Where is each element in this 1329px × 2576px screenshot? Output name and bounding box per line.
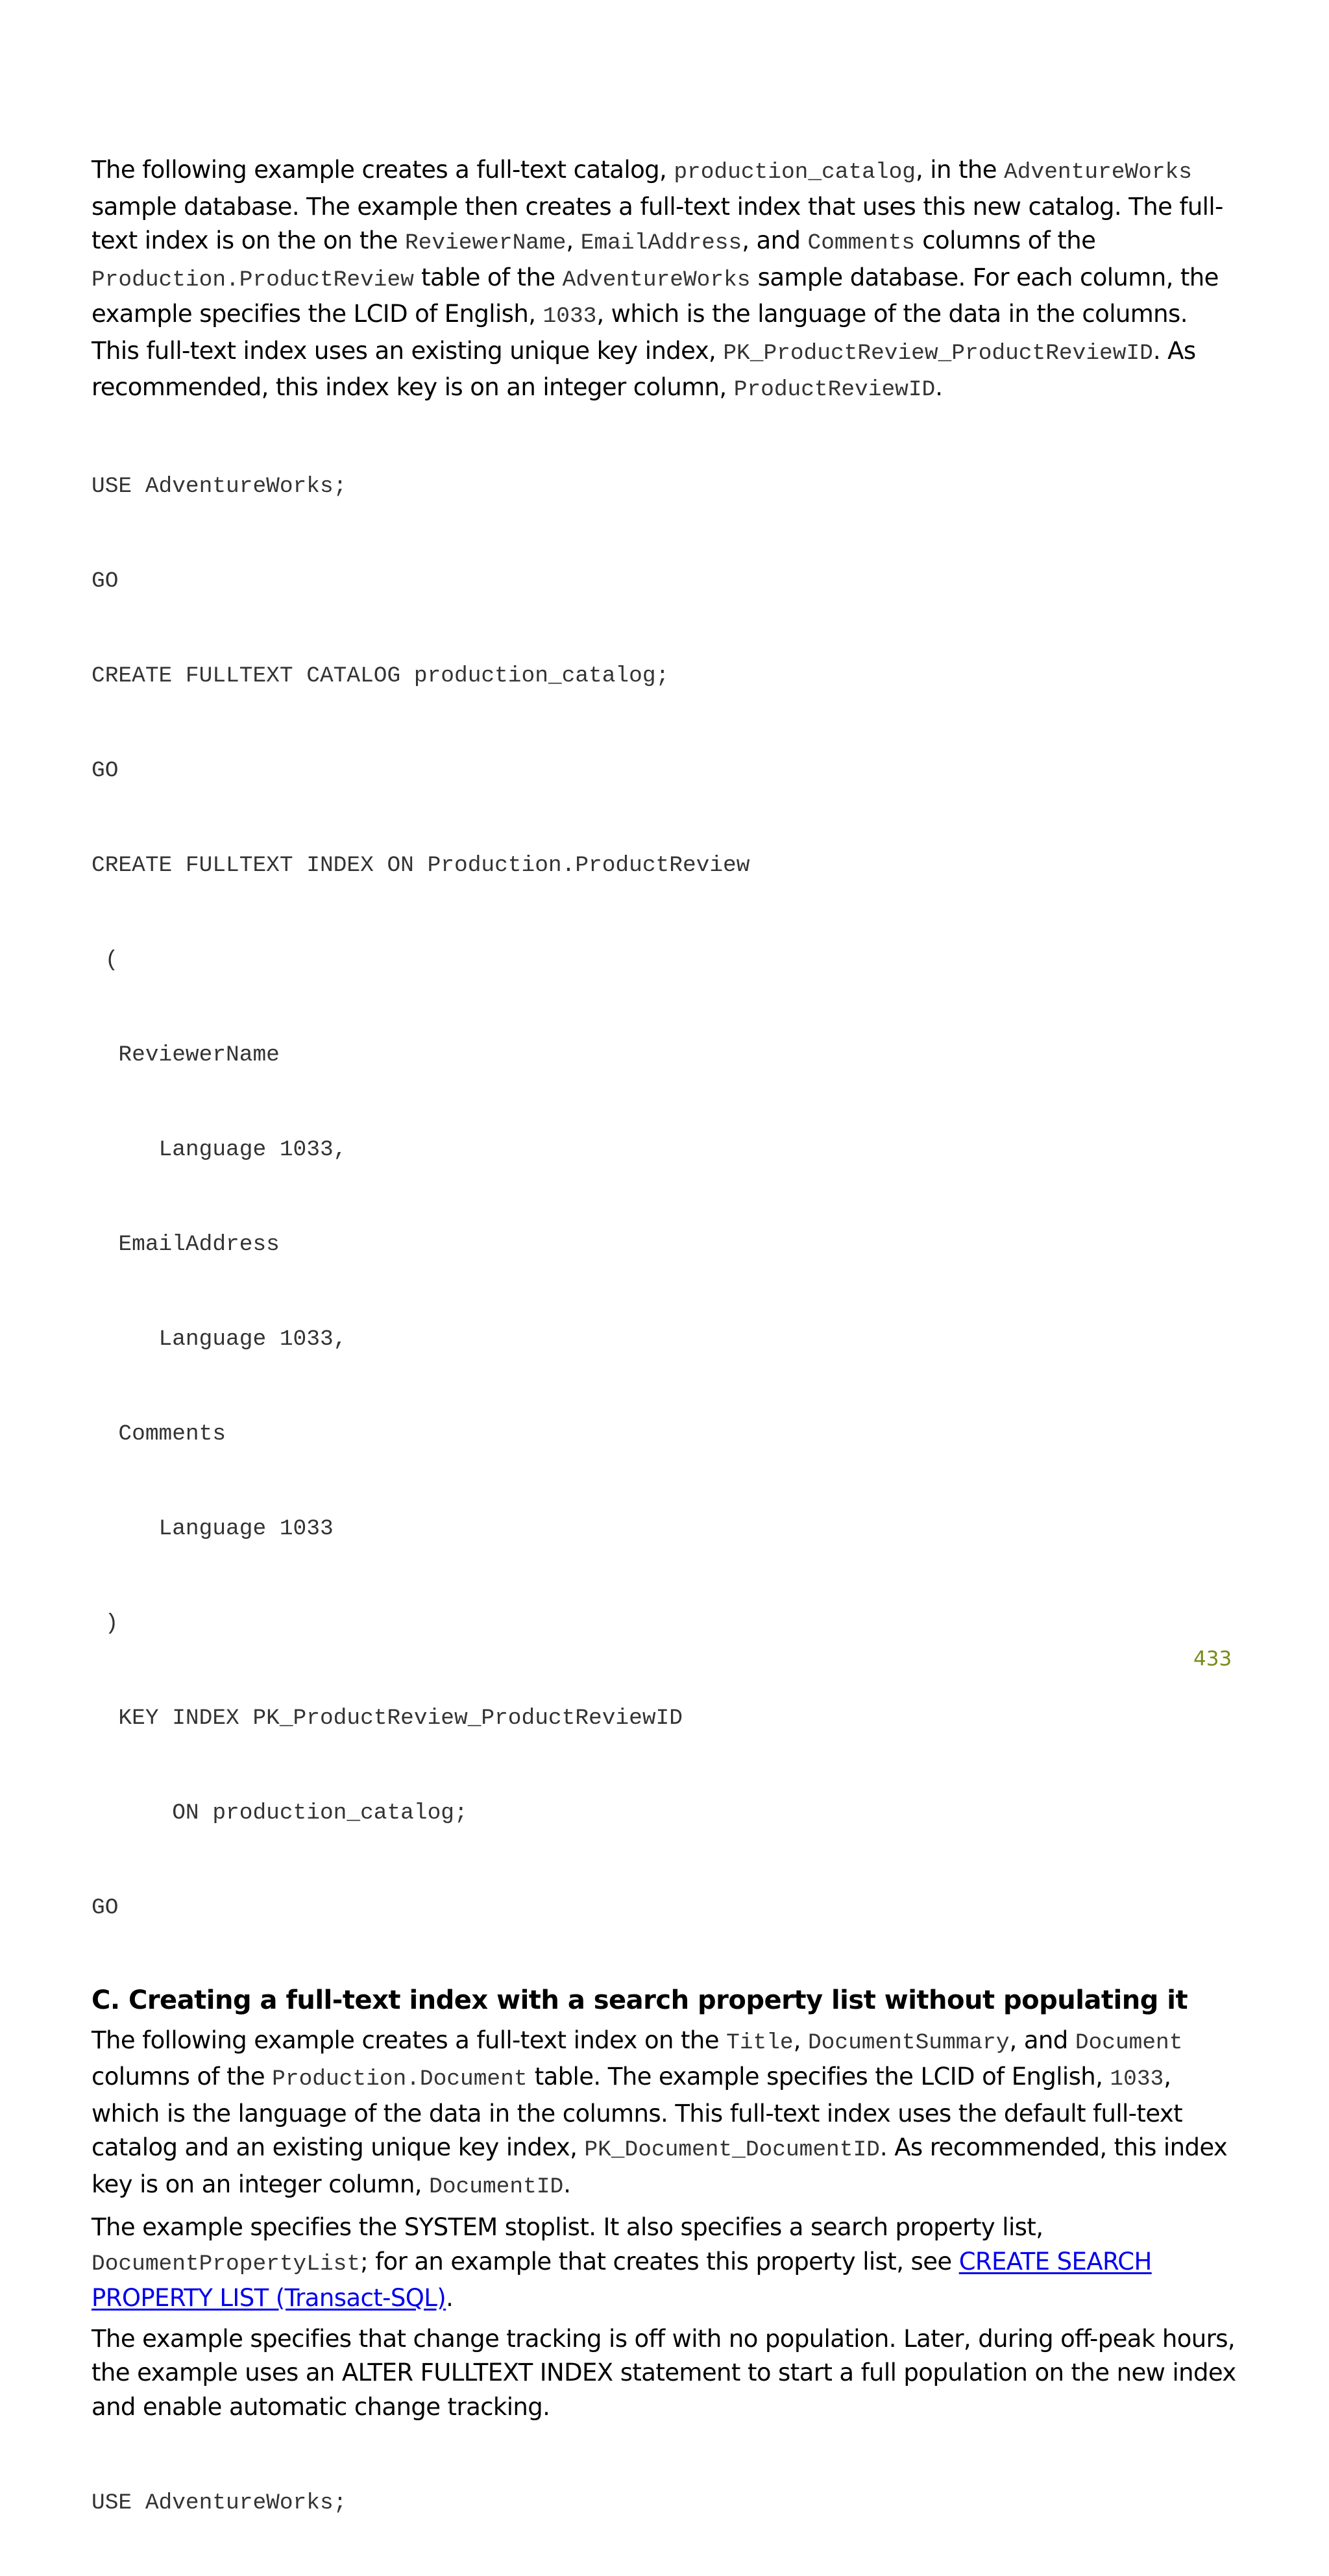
text-run: table of the (413, 263, 563, 291)
text-run: , (566, 227, 581, 254)
code-line: ReviewerName (91, 1042, 280, 1068)
code-line: ON production_catalog; (91, 1800, 468, 1826)
section-heading: C. Creating a full-text index with a search property list without populating it (91, 1985, 1188, 2015)
inline-code: AdventureWorks (562, 267, 751, 293)
code-line: USE AdventureWorks; (91, 2490, 347, 2516)
text-run: sample database. For each column, the example specifies the LCID of English, (91, 263, 1219, 328)
text-run: , in the (915, 156, 1005, 184)
create-search-property-list-link[interactable]: CREATE SEARCH PROPERTY LIST (Transact-SQL) (91, 2247, 1152, 2312)
section-c-paragraph-2 (91, 2211, 1240, 2316)
code-line: EmailAddress (91, 1231, 280, 1257)
code-block-section-c (91, 2431, 1240, 2576)
inline-code: PK_Document_DocumentID (584, 2137, 880, 2163)
inline-code: DocumentSummary (807, 2030, 1010, 2055)
inline-code: DocumentPropertyList (91, 2251, 361, 2277)
inline-code: ProductReviewID (733, 377, 936, 402)
inline-code: Document (1075, 2030, 1183, 2055)
code-line: KEY INDEX PK_ProductReview_ProductReviewID (91, 1705, 683, 1731)
document-page (91, 153, 1240, 2576)
code-line: USE AdventureWorks; (91, 473, 347, 499)
text-run: . As recommended, this index key is on an integer column, (91, 2133, 1228, 2198)
inline-code: PK_ProductReview_ProductReviewID (723, 340, 1153, 366)
inline-code: Production.ProductReview (91, 267, 414, 293)
text-run: table. The example specifies the LCID of English, (527, 2063, 1110, 2091)
code-line: Language 1033, (91, 1326, 347, 1352)
code-line: CREATE FULLTEXT CATALOG production_catalog; (91, 663, 670, 689)
code-line: Language 1033, (91, 1136, 347, 1162)
code-line: ( (91, 947, 119, 973)
inline-code: 1033 (543, 304, 597, 329)
code-line: CREATE FULLTEXT INDEX ON Production.ProductReview (91, 852, 750, 878)
text-run: The following example creates a full-text catalog, (91, 156, 674, 184)
code-line: Comments (91, 1421, 226, 1447)
text-run: ; for an example that creates this property list, see (360, 2247, 959, 2275)
text-run: , which is the language of the data in the columns. This full-text index uses the default full-text catalog and an existing unique key index, (91, 2063, 1183, 2161)
code-line: GO (91, 568, 119, 594)
inline-code: DocumentID (429, 2174, 564, 2200)
text-run: , and (1009, 2026, 1075, 2054)
text-run: . (446, 2284, 454, 2312)
code-block-fulltext-catalog (91, 414, 1240, 1981)
inline-code: Title (726, 2030, 794, 2055)
text-run: , which is the language of the data in the columns. This full-text index uses an existing unique key index, (91, 300, 1188, 365)
inline-code: Production.Document (272, 2067, 528, 2092)
text-run: The following example creates a full-text index on the (91, 2026, 727, 2054)
code-line: GO (91, 757, 119, 783)
text-run: sample database. The example then creates a full-text index that uses this new catalog. The full-text index is on the on the (91, 192, 1223, 254)
inline-code: production_catalog (674, 160, 916, 185)
text-run: columns of the (915, 227, 1096, 254)
intro-paragraph (91, 153, 1240, 408)
inline-code: ReviewerName (404, 230, 567, 256)
section-c-paragraph-1 (91, 2024, 1240, 2205)
text-run: columns of the (91, 2063, 273, 2091)
page-number: 433 (1193, 1647, 1232, 1671)
code-line: GO (91, 1895, 119, 1920)
code-line: ) (91, 1610, 119, 1636)
text-run: , (793, 2026, 808, 2054)
text-run: , and (742, 227, 808, 254)
inline-code: Comments (807, 230, 916, 256)
inline-code: AdventureWorks (1004, 160, 1192, 185)
text-run: . (563, 2170, 571, 2198)
inline-code: EmailAddress (580, 230, 742, 256)
code-line: Language 1033 (91, 1515, 334, 1541)
inline-code: 1033 (1110, 2067, 1164, 2092)
text-run: . (935, 373, 943, 401)
section-c-paragraph-3: The example specifies that change tracking is off with no population. Later, during off-peak hours, the example uses an ALTER FULLTEXT INDEX statement to start a full population on the new index and enable automatic change tracking. (91, 2324, 1236, 2421)
text-run: The example specifies the SYSTEM stoplist. It also specifies a search property list, (91, 2213, 1043, 2241)
text-run: . As recommended, this index key is on an integer column, (91, 336, 1196, 401)
